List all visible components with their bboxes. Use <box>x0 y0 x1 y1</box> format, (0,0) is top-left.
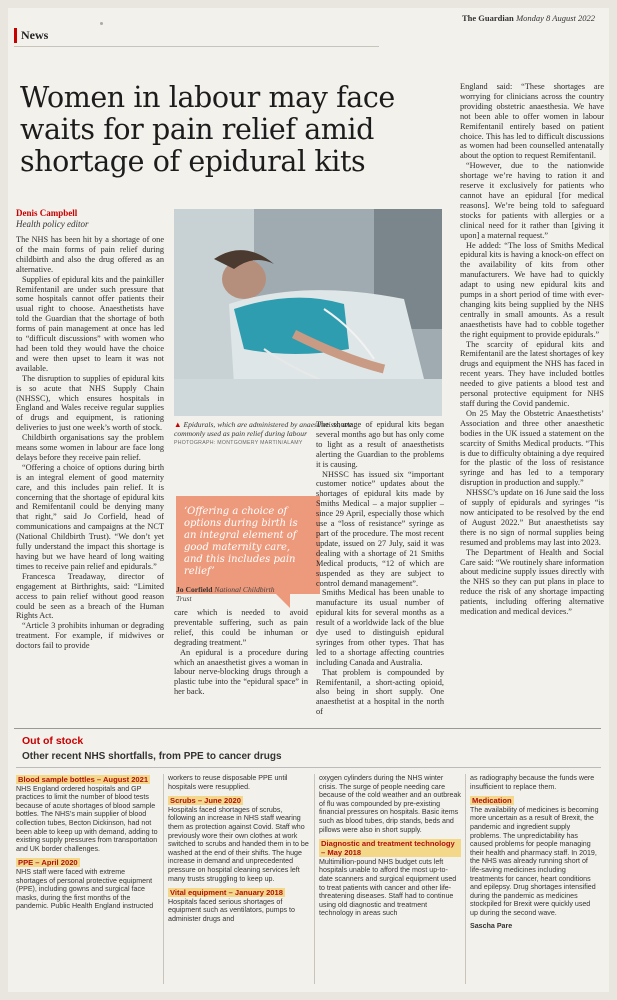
sidebar-entry <box>470 774 600 791</box>
article-paragraph: The NHS has been hit by a shortage of one of the main forms of pain relief during childbirth and also the drug offered as an alternative. <box>16 235 164 274</box>
sidebar-entry-text: NHS staff were faced with extreme shortages of personal protective equipment (PPE), including gowns and surgical face masks, during the first months of the pandemic. Public Health England instructed <box>16 867 154 911</box>
issue-date: Monday 8 August 2022 <box>516 13 595 23</box>
sidebar-entry-heading: Scrubs – June 2020 <box>170 796 241 806</box>
sidebar-entry <box>319 774 461 834</box>
sidebar-column-2 <box>168 774 310 928</box>
sidebar-entry-heading: Blood sample bottles – August 2021 <box>18 775 149 784</box>
caption-text: Epidurals, which are administered by anaesthetists, are commonly used as pain relief during labour <box>174 420 353 438</box>
article-paragraph: England said: “These shortages are worrying for clinicians across the country providing obstetric anaesthesia. We have not been able to offer women in labour Remifentanil entirely based on patient choice. This has led to difficult discussions as women had been counselled antenatally about the option to request Remifentanil. <box>460 82 604 161</box>
sidebar-divider <box>163 774 164 984</box>
sidebar-entry-text: as radiography because the funds were insufficient to replace them. <box>470 774 595 791</box>
masthead <box>462 13 595 23</box>
pull-quote: ‘Offering a choice of options during birth is an integral element of good maternity care, and this includes pain relief’ <box>176 496 320 594</box>
section-rule <box>14 46 379 47</box>
paper-name: The Guardian <box>461 13 514 23</box>
article-paragraph: An epidural is a procedure during which an anaesthetist gives a woman in labour nerve-blocking drugs through a plastic tube into the “epidural space” in her back. <box>174 647 308 697</box>
caption-marker-icon: ▲ <box>174 420 182 429</box>
article-photo <box>174 209 442 416</box>
article-paragraph: Childbirth organisations say the problem means some women in labour are face long delays before they receive pain relief. <box>16 433 164 462</box>
sidebar-entry-text: Multimillion-pound NHS budget cuts left hospitals unable to afford the most up-to-date scanners and surgical equipment used to treat patients with cancer and other life-threatening diseases. Staff had to continue using old diagnostic and treatment technology in areas such <box>319 857 457 918</box>
article-paragraph: The disruption to supplies of epidural kits is so acute that NHS Supply Chain (NHSSC), which ensures hospitals in England and Wales receive regular supplies of drugs and equipment, is rationing deliveries to just one week’s worth of stock. <box>16 373 164 433</box>
article-paragraph: Smiths Medical has been unable to manufacture its usual number of epidural kits for several months as a result of a worldwide lack of the blue dye used to distinguish epidural syringes from other types. That has led to a shortage affecting countries including Canada and Australia. <box>316 588 444 667</box>
sidebar-entry <box>16 774 158 853</box>
sidebar-entry-heading: Medication <box>472 796 512 806</box>
sidebar-entry <box>319 838 461 918</box>
byline <box>16 208 88 230</box>
article-paragraph: He added: “The loss of Smiths Medical epidural kits is having a knock-on effect on the availability of kits from other manufacturers. We have had to quickly adapt to using new epidural kits and pumps in a short period of time with ever-changing kits being supplied by the NHS centrally in small amounts. As a result anaesthetists have had to cobble together the right equipment to provide epidurals.” <box>460 240 604 339</box>
sidebar-entry-text: oxygen cylinders during the NHS winter crisis. The surge of people needing care because of the cold weather and an outbreak of flu was compounded by pre-existing financial pressures on hospitals. Basic items such as blood tubes, drip stands, beds and pillows were also in short supply. <box>319 774 461 834</box>
sidebar-title: Out of stock <box>22 735 84 747</box>
author-name: Denis Campbell <box>16 208 78 218</box>
sidebar-divider <box>314 774 315 984</box>
sidebar-rule <box>16 767 601 768</box>
article-paragraph: That problem is compounded by Remifentanil, a short-acting opioid, also being in short supply. One anaesthetist at a hospital in the north of <box>316 667 444 717</box>
sidebar-entry-text: Hospitals faced serious shortages of equipment such as ventilators, pumps to administer drugs and <box>168 897 295 923</box>
sidebar-entry-heading: Diagnostic and treatment technology – May 2018 <box>319 839 461 857</box>
sidebar-top-rule <box>14 728 601 729</box>
headline: Women in labour may face waits for pain relief amid shortage of epidural kits <box>20 81 395 178</box>
article-paragraph: Francesca Treadaway, director of engagement at Birthrights, said: “Limited access to pain relief without good reason could be seen as a breach of the Human Rights Act. <box>16 571 164 621</box>
article-paragraph: The Department of Health and Social Care said: “We routinely share information about medicine supply issues directly with the NHS so they can put plans in place to reduce the risk of any shortage impacting patients, including offering alternative medication and medical devices.” <box>460 547 604 617</box>
article-paragraph: On 25 May the Obstetric Anaesthetists’ Association and three other anaesthetic bodies in the UK issued a statement on the scarcity of Smiths Medical products. “This is due to difficulty obtaining a dye required for the plastic of the loss of resistance syringe and has led to a temporary disruption in production and supply.” <box>460 408 604 488</box>
sidebar-entry <box>470 795 600 917</box>
labour-ward-photo <box>174 209 442 416</box>
sidebar-entry <box>16 857 158 911</box>
article-column-4 <box>460 82 604 718</box>
sidebar-column-1 <box>16 774 158 915</box>
article-column-1 <box>16 235 164 717</box>
sidebar-entry <box>168 795 310 883</box>
author-role: Health policy editor <box>16 219 89 229</box>
photo-credit: PHOTOGRAPH: MONTGOMERY MARTIN/ALAMY <box>174 440 303 446</box>
article-paragraph: “Article 3 prohibits inhuman or degrading treatment. For example, if midwives or doctors fail to provide <box>16 621 164 651</box>
sidebar-column-3 <box>319 774 461 922</box>
sidebar-entry-heading: Vital equipment – January 2018 <box>170 888 283 898</box>
sidebar-divider <box>465 774 466 984</box>
article-paragraph: Supplies of epidural kits and the painkiller Remifentanil are under such pressure that some hospitals cannot offer patients their usual right to choose. Anaesthetists have told the Guardian that the shortage of both forms of pain management at once has led to “difficult discussions” with women who had been told they would have the choice and were then upset to learn it was not available. <box>16 274 164 373</box>
quote-name: Jo Corfield <box>176 585 213 594</box>
article-paragraph: The scarcity of epidural kits and Remifentanil are the latest shortages of key drugs and equipment the NHS has faced in recent years. They have included bottles needed to give patients a blood test and personal protective equipment for NHS staff during the Covid pandemic. <box>460 339 604 408</box>
sidebar-entry <box>168 887 310 923</box>
article-paragraph: The shortage of epidural kits began several months ago but has only come to light as a result of anaesthetists alerting the Guardian to the problems it is causing. <box>316 420 444 469</box>
quote-tail <box>276 594 290 608</box>
quote-attribution <box>176 585 276 603</box>
sidebar-entry-heading: PPE – April 2020 <box>18 858 78 868</box>
sidebar-subtitle: Other recent NHS shortfalls, from PPE to cancer drugs <box>22 751 282 762</box>
article-paragraph: “Offering a choice of options during birth is an integral element of good maternity care, and this includes pain relief. It is concerning that the shortage of epidural kits and Remifentanil could be denying many that right,” said Jo Corfield, head of communications and campaigns at the NCT (National Childbirth Trust). “We don’t yet fully understand the impact this shortage is having but we have heard of long waiting times to receive pain relief and epidurals.” <box>16 462 164 571</box>
sidebar-entry-text: Hospitals faced shortages of scrubs, following an increase in NHS staff wearing them as protection against Covid. Staff who previously wore their own clothes at work switched to scrubs and handed them in to be washed at the end of their shifts. The huge increase in demand and unprecedented pressure on hospital cleaning services left many trusts struggling to keep up. <box>168 805 309 883</box>
section-label: News <box>14 28 48 43</box>
newspaper-page <box>8 8 609 992</box>
quote-org: National Childbirth Trust <box>176 585 275 603</box>
article-column-3 <box>316 420 444 720</box>
sidebar-signoff: Sascha Pare <box>470 921 513 930</box>
article-paragraph: NHSSC’s update on 16 June said the loss of supply of epidurals and syringes “is now anticipated to be resolved by the end of August 2022.” But anaesthetists say there is no sign of normal supplies being resumed and problems may last into 2023. <box>460 488 604 547</box>
sidebar-entry-text: The availability of medicines is becoming more uncertain as a result of Brexit, the pandemic and ingredient supply problems. The unpredictability has caused problems for people managing their health and pharmacy staff. In 2019, the NHS was already running short of life-saving medicines including treatments for cancer, heart conditions and epilepsy. Drug shortages intensified during the pandemic as medicines stockpiled for Brexit were quickly used up during the second wave. <box>470 805 599 917</box>
article-column-2 <box>174 608 308 718</box>
sidebar-column-4 <box>470 774 600 930</box>
sidebar-entry-text: workers to reuse disposable PPE until hospitals were resupplied. <box>168 774 288 791</box>
article-paragraph: NHSSC has issued six “important customer notice” updates about the shortages of epidural kits made by Smiths Medical – a major supplier – since 29 April, especially those which use a “loss of resistance” syringe as part of the procedure. The most recent update, issued on 27 July, said it was dealing with a shortage of 21 Smiths Medical products, “12 of which are suspended as they are subject to control demand management”. <box>316 469 444 588</box>
punch-dot <box>100 22 103 25</box>
article-paragraph: care which is needed to avoid preventable suffering, such as pain relief, this could be inhuman or degrading treatment.” <box>174 608 308 647</box>
sidebar-entry-text: NHS England ordered hospitals and GP practices to limit the number of blood tests because of acute shortages of blood sample bottles. The NHS’s main supplier of blood collection tubes, Becton Dickinson, had not been able to keep up with demand, adding to existing supply pressures from transportation and UK border challenges. <box>16 784 158 853</box>
sidebar-entry <box>168 774 310 791</box>
article-paragraph: “However, due to the nationwide shortage we’re having to ration it and reserve it exclusively for patients who cannot have an epidural [for medical reasons]. We’re being told to safeguard stocks for patients with allergies or a clinical need for it rather than [giving it upon] a maternal request.” <box>460 161 604 240</box>
